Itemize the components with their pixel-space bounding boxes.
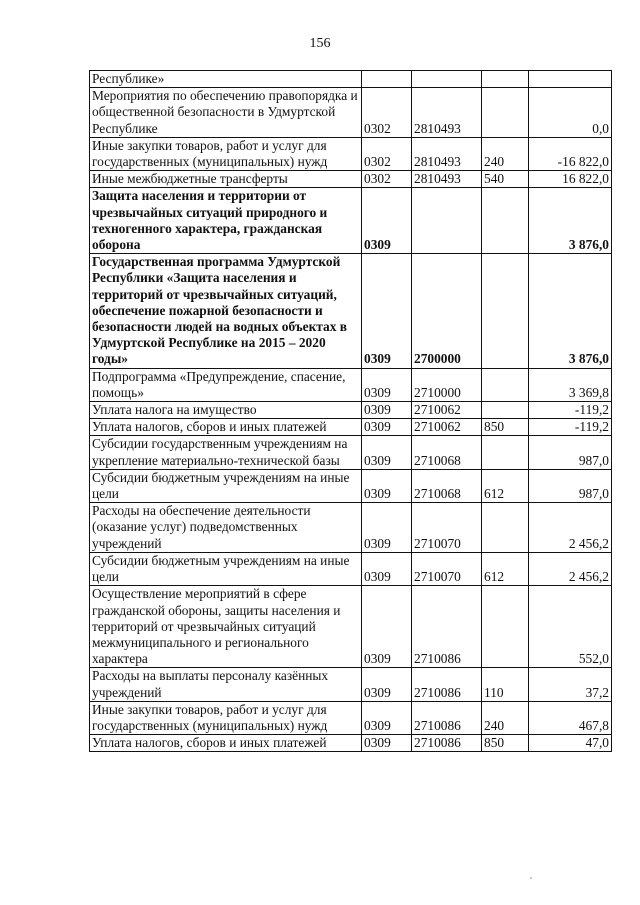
- cell-amount: 47,0: [529, 735, 612, 752]
- cell-expense-type-code: [482, 254, 529, 368]
- cell-amount: 987,0: [529, 436, 612, 469]
- cell-section-code: 0309: [362, 368, 412, 401]
- cell-name: Субсидии бюджетным учреждениям на иные цели: [90, 469, 362, 502]
- cell-section-code: 0309: [362, 735, 412, 752]
- cell-target-article-code: [412, 188, 482, 254]
- cell-expense-type-code: [482, 188, 529, 254]
- cell-expense-type-code: 612: [482, 552, 529, 585]
- cell-expense-type-code: 540: [482, 171, 529, 188]
- cell-target-article-code: [412, 71, 482, 88]
- cell-name: Расходы на выплаты персоналу казённых учреждений: [90, 668, 362, 701]
- cell-amount: 3 876,0: [529, 254, 612, 368]
- cell-target-article-code: 2710070: [412, 503, 482, 553]
- cell-name: Республике»: [90, 71, 362, 88]
- cell-name: Расходы на обеспечение деятельности (оказание услуг) подведомственных учреждений: [90, 503, 362, 553]
- cell-name: Уплата налога на имущество: [90, 402, 362, 419]
- cell-target-article-code: 2710000: [412, 368, 482, 401]
- cell-target-article-code: 2710086: [412, 668, 482, 701]
- cell-section-code: 0309: [362, 668, 412, 701]
- cell-amount: 3 369,8: [529, 368, 612, 401]
- cell-amount: 2 456,2: [529, 552, 612, 585]
- cell-section-code: 0309: [362, 469, 412, 502]
- scan-speck: [530, 877, 532, 879]
- cell-name: Мероприятия по обеспечению правопорядка и общественной безопасности в Удмуртской Республике: [90, 88, 362, 138]
- cell-name: Иные закупки товаров, работ и услуг для государственных (муниципальных) нужд: [90, 701, 362, 734]
- cell-name: Защита населения и территории от чрезвычайных ситуаций природного и техногенного характера, гражданская оборона: [90, 188, 362, 254]
- cell-amount: 987,0: [529, 469, 612, 502]
- cell-section-code: 0302: [362, 171, 412, 188]
- cell-target-article-code: 2810493: [412, 137, 482, 170]
- cell-section-code: 0309: [362, 701, 412, 734]
- cell-name: Субсидии бюджетным учреждениям на иные цели: [90, 552, 362, 585]
- cell-expense-type-code: 612: [482, 469, 529, 502]
- cell-amount: 552,0: [529, 586, 612, 668]
- cell-amount: -16 822,0: [529, 137, 612, 170]
- cell-expense-type-code: [482, 503, 529, 553]
- table-row: [90, 552, 612, 585]
- table-row: [90, 171, 612, 188]
- cell-section-code: 0302: [362, 88, 412, 138]
- table-row: [90, 701, 612, 734]
- cell-expense-type-code: 850: [482, 735, 529, 752]
- table-row: [90, 254, 612, 368]
- cell-amount: -119,2: [529, 402, 612, 419]
- cell-name: Государственная программа Удмуртской Республики «Защита населения и территорий от чрезвычайных ситуаций, обеспечение пожарной безопасности и безопасности людей на водных объектах в Удмуртской Республике на 2015 – 2020 годы»: [90, 254, 362, 368]
- table-row: [90, 668, 612, 701]
- cell-expense-type-code: 110: [482, 668, 529, 701]
- cell-name: Субсидии государственным учреждениям на укрепление материально-технической базы: [90, 436, 362, 469]
- cell-section-code: 0302: [362, 137, 412, 170]
- cell-amount: 467,8: [529, 701, 612, 734]
- cell-target-article-code: 2810493: [412, 88, 482, 138]
- budget-table: [89, 70, 612, 752]
- table-row: [90, 402, 612, 419]
- cell-section-code: 0309: [362, 586, 412, 668]
- table-row: [90, 586, 612, 668]
- cell-expense-type-code: [482, 88, 529, 138]
- cell-expense-type-code: [482, 368, 529, 401]
- cell-expense-type-code: [482, 586, 529, 668]
- table-row: [90, 88, 612, 138]
- cell-expense-type-code: 240: [482, 137, 529, 170]
- budget-table-body: [90, 71, 612, 752]
- cell-section-code: 0309: [362, 552, 412, 585]
- cell-amount: -119,2: [529, 419, 612, 436]
- table-row: [90, 137, 612, 170]
- cell-target-article-code: 2710086: [412, 701, 482, 734]
- cell-section-code: 0309: [362, 254, 412, 368]
- cell-name: Уплата налогов, сборов и иных платежей: [90, 419, 362, 436]
- page-number: 156: [309, 36, 331, 51]
- cell-name: Подпрограмма «Предупреждение, спасение, помощь»: [90, 368, 362, 401]
- cell-target-article-code: 2710086: [412, 735, 482, 752]
- table-row: [90, 436, 612, 469]
- cell-amount: 2 456,2: [529, 503, 612, 553]
- cell-section-code: 0309: [362, 436, 412, 469]
- cell-amount: 16 822,0: [529, 171, 612, 188]
- cell-section-code: [362, 71, 412, 88]
- cell-amount: [529, 71, 612, 88]
- cell-expense-type-code: 850: [482, 419, 529, 436]
- table-row: [90, 188, 612, 254]
- cell-name: Осуществление мероприятий в сфере гражданской обороны, защиты населения и территорий от чрезвычайных ситуаций межмуниципального и регионального характера: [90, 586, 362, 668]
- cell-section-code: 0309: [362, 503, 412, 553]
- cell-target-article-code: 2700000: [412, 254, 482, 368]
- cell-expense-type-code: [482, 402, 529, 419]
- cell-target-article-code: 2710062: [412, 419, 482, 436]
- table-row: [90, 368, 612, 401]
- cell-name: Иные закупки товаров, работ и услуг для государственных (муниципальных) нужд: [90, 137, 362, 170]
- cell-amount: 0,0: [529, 88, 612, 138]
- table-row: [90, 503, 612, 553]
- cell-expense-type-code: [482, 436, 529, 469]
- cell-name: Иные межбюджетные трансферты: [90, 171, 362, 188]
- cell-target-article-code: 2710070: [412, 552, 482, 585]
- cell-expense-type-code: [482, 71, 529, 88]
- cell-section-code: 0309: [362, 402, 412, 419]
- cell-section-code: 0309: [362, 188, 412, 254]
- table-row: [90, 469, 612, 502]
- cell-amount: 3 876,0: [529, 188, 612, 254]
- table-row: [90, 735, 612, 752]
- cell-target-article-code: 2710062: [412, 402, 482, 419]
- cell-expense-type-code: 240: [482, 701, 529, 734]
- cell-target-article-code: 2710068: [412, 436, 482, 469]
- cell-amount: 37,2: [529, 668, 612, 701]
- cell-target-article-code: 2810493: [412, 171, 482, 188]
- cell-target-article-code: 2710068: [412, 469, 482, 502]
- table-row: [90, 419, 612, 436]
- cell-section-code: 0309: [362, 419, 412, 436]
- cell-target-article-code: 2710086: [412, 586, 482, 668]
- cell-name: Уплата налогов, сборов и иных платежей: [90, 735, 362, 752]
- table-row: [90, 71, 612, 88]
